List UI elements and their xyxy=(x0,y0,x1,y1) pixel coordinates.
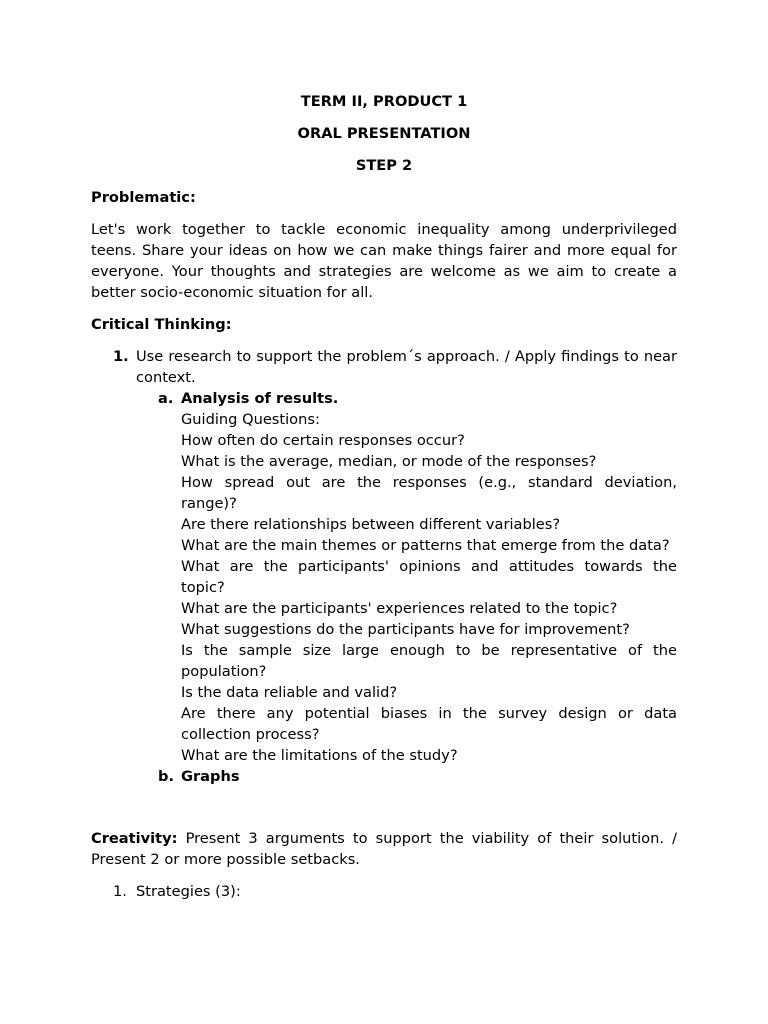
critical-thinking-item-1-text: Use research to support the problem´s approach. / Apply findings to near context. xyxy=(136,348,677,386)
creativity-text: Present 3 arguments to support the viability of their solution. / Present 2 or more possible setbacks. xyxy=(91,830,677,868)
question-item: How often do certain responses occur? xyxy=(181,432,465,449)
guiding-questions-label: Guiding Questions: xyxy=(181,411,320,428)
question-item: What are the participants' experiences related to the topic? xyxy=(181,600,618,617)
question-item: What is the average, median, or mode of the responses? xyxy=(181,453,597,470)
question-item: How spread out are the responses (e.g., standard deviation, range)? xyxy=(181,474,677,512)
list-marker: 1. xyxy=(113,883,127,900)
question-item: What are the participants' opinions and attitudes towards the topic? xyxy=(181,558,677,596)
question-item: Is the data reliable and valid? xyxy=(181,684,398,701)
creativity-item-1 xyxy=(91,881,677,902)
question-item: Is the sample size large enough to be representative of the population? xyxy=(181,642,677,680)
creativity-heading: Creativity: xyxy=(91,830,178,847)
critical-thinking-item-1 xyxy=(91,346,677,388)
strategies-text: Strategies (3): xyxy=(136,883,241,900)
step-title: STEP 2 xyxy=(355,157,413,174)
graphs-title: Graphs xyxy=(181,768,240,785)
analysis-title: Analysis of results. xyxy=(181,390,339,407)
sub-list-marker: a. xyxy=(158,390,174,407)
question-item: What are the main themes or patterns that emerge from the data? xyxy=(181,537,670,554)
term-title: TERM II, PRODUCT 1 xyxy=(300,93,468,110)
sub-list-marker: b. xyxy=(158,768,174,785)
sub-item-analysis xyxy=(91,388,677,766)
blank-space xyxy=(91,787,677,828)
problematic-heading: Problematic: xyxy=(91,189,196,206)
question-item: Are there relationships between different variables? xyxy=(181,516,561,533)
list-marker: 1. xyxy=(113,348,129,365)
creativity-paragraph xyxy=(91,828,677,870)
document-page xyxy=(91,91,677,902)
critical-thinking-heading: Critical Thinking: xyxy=(91,316,232,333)
question-item: Are there any potential biases in the survey design or data collection process? xyxy=(181,705,677,743)
sub-item-graphs xyxy=(91,766,677,787)
presentation-title: ORAL PRESENTATION xyxy=(297,125,471,142)
problematic-text: Let's work together to tackle economic inequality among underprivileged teens. Share your ideas on how we can make things fairer and more equal for everyone. Your thoughts and strategies are welcome as we aim to create a better socio-economic situation for all. xyxy=(91,221,677,301)
question-item: What are the limitations of the study? xyxy=(181,747,458,764)
question-item: What suggestions do the participants have for improvement? xyxy=(181,621,630,638)
